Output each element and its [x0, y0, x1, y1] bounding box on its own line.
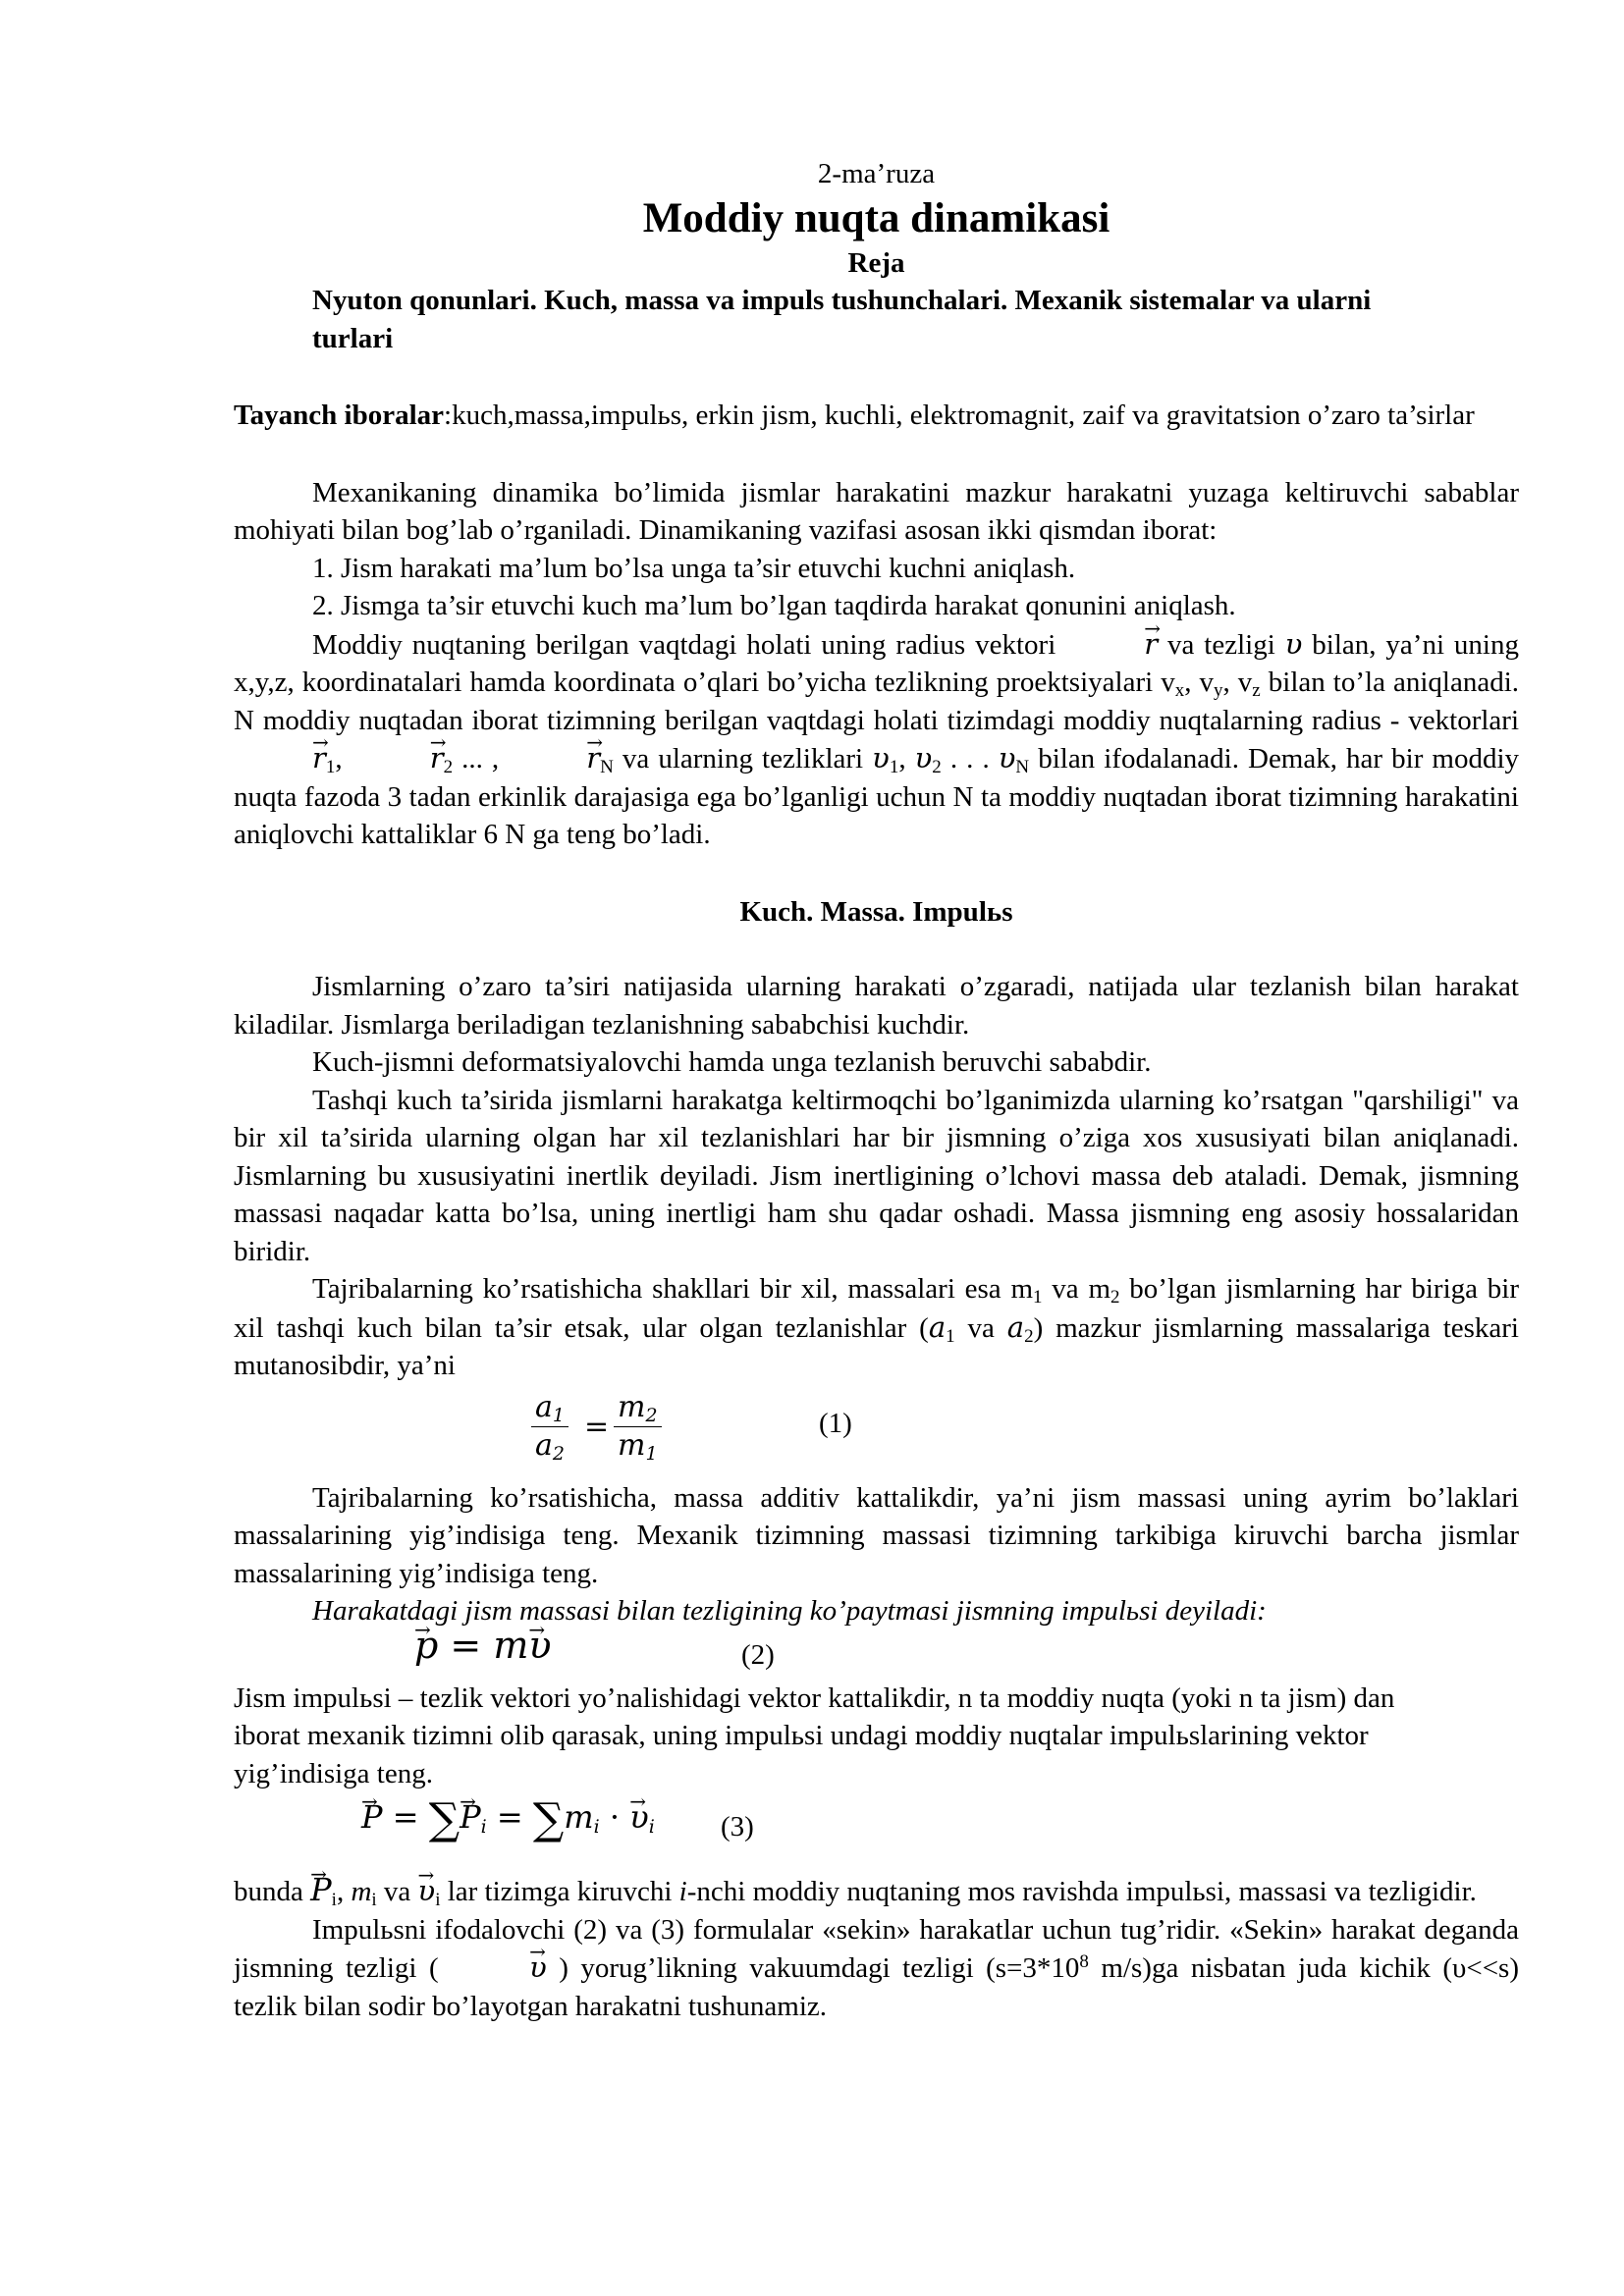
math-text: =	[486, 1798, 533, 1836]
subscript: 1	[889, 757, 899, 777]
text-span: lar tizimga kiruvchi	[440, 1876, 679, 1907]
subscript: z	[1252, 680, 1261, 701]
math-var: m	[618, 1389, 646, 1424]
text-span: va	[954, 1311, 1007, 1344]
subscript: 2	[552, 1442, 565, 1465]
math-var: a	[535, 1389, 553, 1424]
velocity-symbol: υ	[998, 741, 1016, 774]
subscript: y	[1214, 680, 1223, 701]
subscript: x	[1174, 680, 1185, 701]
velocity-vector: → υ	[528, 1627, 551, 1665]
text-span: va ularning tezliklari	[613, 743, 873, 774]
subscript: i	[331, 1890, 337, 1910]
subscript: i	[371, 1890, 377, 1910]
subscript: 2	[1024, 1325, 1034, 1347]
subscript: 1	[552, 1404, 565, 1426]
section-paragraph-2: Kuch-jismni deformatsiyalovchi hamda unga tezlanish beruvchi sababdir.	[312, 1046, 1152, 1078]
acceleration-symbol: a	[928, 1309, 947, 1344]
acceleration-symbol: a	[1006, 1309, 1025, 1344]
text-span: . . .	[941, 743, 999, 774]
math-var: m	[351, 1876, 372, 1907]
subscript: i	[480, 1816, 487, 1838]
subscript: 2	[1110, 1287, 1120, 1308]
equation-number: (2)	[741, 1638, 775, 1671]
equation-number: (1)	[819, 1407, 852, 1439]
section-paragraph-9	[234, 1911, 1519, 2026]
text-span: va	[376, 1876, 418, 1907]
lecture-number: 2-ma’ruza	[817, 158, 936, 189]
text-span: ,	[336, 1876, 352, 1907]
subscript: 2	[443, 757, 454, 777]
section-paragraph-3: Tashqi kuch ta’sirida jismlarni harakatga keltirmoqchi bo’lganimizda ularning ko’rsatgan "qarshiligi" va bir xil ta’sirida ularning olgan har xil tezlanishlari har bir jismning o’ziga xos xususiyati bilan aniqlanadi. Jismlarning bu xususiyatini inertlik deyiladi. Jism inertligining o’lchovi massa deb ataladi. Demak, jismning massasi naqadar katta bo’lsa, uning inertligi ham shu qadar oshadi. Massa jismning eng asosiy hossalaridan biridir.	[234, 1084, 1519, 1267]
section-paragraph-6: Harakatdagi jism massasi bilan tezligining ko’paytmasi jismning impulьsi deyiladi:	[312, 1595, 1267, 1627]
page-title: Moddiy nuqta dinamikasi	[642, 194, 1110, 241]
equation-2	[234, 1623, 1519, 1680]
text-span: , v	[1222, 667, 1253, 698]
text-span: va m	[1042, 1273, 1111, 1305]
subscript: 1	[325, 757, 336, 777]
plan-heading: Reja	[847, 246, 905, 279]
momentum-vector: → P	[310, 1871, 332, 1909]
text-span: Moddiy nuqtaning berilgan vaqtdagi holati uning radius vektori	[312, 628, 1066, 661]
math-text: =	[382, 1798, 429, 1836]
text-span: ) mazkur jismlarning massalariga teskari mutanosibdir, ya’ni	[234, 1311, 1519, 1381]
math-var: m	[564, 1798, 594, 1836]
radius-vector-symbol: → r	[234, 739, 326, 777]
keywords-paragraph	[234, 397, 1519, 435]
math-text: ·	[599, 1798, 630, 1836]
fraction-denominator	[614, 1427, 662, 1465]
formula-momentum	[414, 1623, 552, 1667]
fraction-denominator	[531, 1427, 568, 1465]
equation-3	[234, 1792, 1519, 1861]
equals-sign: =	[584, 1409, 610, 1444]
superscript: 8	[1079, 1951, 1089, 1972]
subscript: 1	[946, 1325, 955, 1347]
velocity-symbol: υ	[1284, 626, 1303, 661]
intro-paragraph-1: Mexanikaning dinamika bo’limida jismlar harakatini mazkur harakatni yuzaga keltiruvchi sabablar mohiyati bilan bog’lab o’rganiladi. Dinamikaning vazifasi asosan ikki qismdan iborat:	[234, 476, 1519, 546]
fraction-numerator	[531, 1389, 568, 1427]
sum-symbol: ∑	[532, 1794, 565, 1844]
subscript: 2	[932, 757, 942, 777]
sum-symbol: ∑	[428, 1794, 460, 1844]
section-heading: Kuch. Massa. Impulьs	[739, 895, 1013, 928]
section-paragraph-7: Jism impulьsi – tezlik vektori yo’nalishidagi vektor kattalikdir, n ta moddiy nuqta (yoki n ta jism) dan iborat mexanik tizimni olib qarasak, uning impulьsi undagi moddiy nuqtalar impulьslarining vektor yig’indisiga teng.	[234, 1682, 1395, 1789]
subscript: 1	[1033, 1287, 1043, 1308]
keywords-text: :kuch,massa,impulьs, erkin jism, kuchli, elektromagnit, zaif va gravitatsion o’zaro ta’sirlar	[444, 400, 1475, 431]
subscript: N	[600, 757, 614, 777]
intro-list-item-1: 1. Jism harakati ma’lum bo’lsa unga ta’sir etuvchi kuchni aniqlash.	[312, 552, 1076, 584]
momentum-vector: → P	[361, 1798, 383, 1837]
equation-1	[234, 1385, 1519, 1479]
velocity-symbol: υ	[872, 741, 890, 774]
subscript: i	[593, 1816, 600, 1838]
math-var: a	[535, 1427, 553, 1463]
fraction-right	[614, 1389, 662, 1465]
text-span: ) yorug’likning vakuumdagi tezligi (s=3*10	[546, 1952, 1080, 1984]
velocity-symbol: υ	[914, 741, 933, 774]
velocity-vector: → υ	[629, 1798, 648, 1837]
radius-vector-symbol: → r	[508, 739, 600, 777]
section-paragraph-8	[234, 1871, 1519, 1911]
math-var: i	[678, 1876, 687, 1907]
subscript: 1	[645, 1442, 658, 1465]
fraction-numerator	[614, 1389, 662, 1427]
math-var: m	[618, 1427, 646, 1463]
text-span: bilan ifodalanadi. Demak, har bir moddiy nuqta fazoda 3 tadan erkinlik darajasiga ega bo’lganligi uchun N ta moddiy nuqtadan iborat tizimning harakatini aniqlovchi kattaliklar 6 N ga teng bo’ladi.	[234, 743, 1520, 850]
keywords-label: Tayanch iboralar	[234, 400, 445, 431]
plan-topics: Nyuton qonunlari. Kuch, massa va impuls tushunchalari. Mexanik sistemalar va ularni turlari	[312, 285, 1372, 354]
math-text: = m	[438, 1623, 529, 1667]
formula-total-momentum	[361, 1794, 655, 1844]
subscript: N	[1015, 757, 1030, 777]
velocity-vector: → υ	[418, 1872, 436, 1910]
intro-paragraph-2: Moddiy nuqtaning berilgan vaqtdagi holati uning radius vektori → r va tezligi υ bilan, ya’ni uning x,y,z, koordinatalari hamda koordinata o’qlari bo’yicha tezlikning proektsiyalari $v_x$, $v_y$, $v_z$ bilan to’la aniqlanadi. N moddiy nuqtadan iborat tizimning berilgan vaqtdagi holati tizimdagi moddiy nuqtalarning radius - vektorlari → $r_1$, → $r_2$ ... , → $r_N$ va ularning tezliklari $\upsilon_1$, $\upsilon_2$ . . . $\upsilon_N$ bilan ifodalanadi. Demak, har bir moddiy nuqta fazoda 3 tadan erkinlik darajasiga ega bo’lganligi uchun N ta moddiy nuqtadan iborat tizimning harakatini aniqlovchi kattaliklar 6 N ga teng bo’ladi.	[234, 625, 1519, 854]
text-span: bo’lgan jismlarning har biriga bir xil tashqi kuch bilan ta’sir etsak, ular olgan tezlanishlar (	[234, 1273, 1520, 1344]
radius-vector-symbol: → r	[1065, 625, 1158, 664]
section-paragraph-4	[234, 1270, 1519, 1385]
momentum-vector: → p	[414, 1627, 438, 1665]
text-span: bunda	[234, 1876, 311, 1907]
section-paragraph-1: Jismlarning o’zaro ta’siri natijasida ularning harakati o’zgaradi, natijada ular tezlanish bilan harakat kiladilar. Jismlarga beriladigan tezlanishning sababchisi kuchdir.	[234, 971, 1519, 1041]
text-span: , v	[1184, 667, 1214, 698]
subscript: i	[648, 1816, 655, 1838]
radius-vector-symbol: → r	[352, 739, 444, 777]
text-span: bilan to’la aniqlanadi. N moddiy nuqtadan iborat tizimning berilgan vaqtdagi holati tizimdagi moddiy nuqtalarning radius - vektorlari	[234, 667, 1520, 736]
text-span: va tezligi	[1158, 628, 1285, 661]
equation-number: (3)	[721, 1811, 754, 1842]
velocity-vector: → υ	[451, 1949, 547, 1987]
text-span: ... ,	[461, 743, 509, 774]
subscript: 2	[645, 1404, 658, 1426]
fraction-left	[531, 1389, 568, 1465]
subscript: i	[435, 1890, 441, 1910]
text-span: -nchi moddiy nuqtaning mos ravishda impulьsi, massasi va tezligidir.	[686, 1876, 1477, 1907]
text-span: bilan, ya’ni uning x,y,z, koordinatalari hamda koordinata o’qlari bo’yicha tezlikning proektsiyalari v	[234, 628, 1519, 698]
text-span: m/s)ga nisbatan juda kichik (υ<<s) tezlik bilan sodir bo’layotgan harakatni tushunamiz.	[234, 1952, 1519, 2022]
text-span: Tajribalarning ko’rsatishicha shakllari bir xil, massalari esa m	[312, 1273, 1034, 1305]
momentum-vector: → P	[460, 1798, 481, 1837]
intro-list-item-2: 2. Jismga ta’sir etuvchi kuch ma’lum bo’lgan taqdirda harakat qonunini aniqlash.	[312, 590, 1236, 621]
section-paragraph-5: Tajribalarning ko’rsatishicha, massa additiv kattalikdir, ya’ni jism massasi uning ayrim bo’laklari massalarining yig’indisiga teng. Mexanik tizimning massasi tizimning tarkibiga kiruvchi barcha jismlar massalarining yig’indisiga teng.	[234, 1481, 1519, 1589]
text-span: Impulьsni ifodalovchi (2) va (3) formulalar «sekin» harakatlar uchun tug’ridir. «Sekin» harakat deganda jismning tezligi (	[234, 1913, 1519, 1984]
